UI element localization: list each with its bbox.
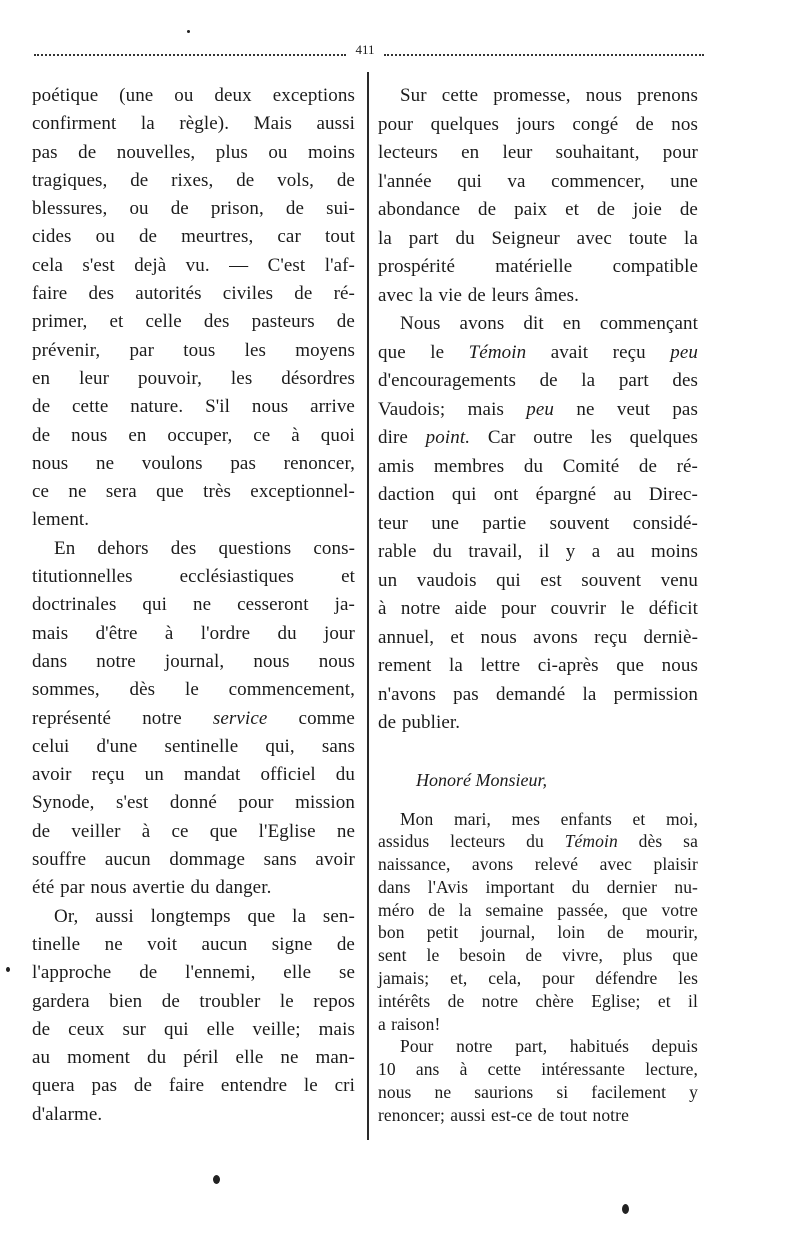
text-line: à notre aide pour couvrir le déficit [378, 598, 698, 619]
text-line: de nous en occuper, ce à quoi [32, 424, 355, 446]
paragraph [378, 1035, 698, 1126]
letter-salutation: Honoré Monsieur, [416, 769, 547, 790]
text-line: d'encouragements de la part des [378, 370, 698, 391]
left-column [32, 82, 355, 1129]
text-line: pas de nouvelles, plus ou moins [32, 141, 355, 163]
text-line: Nous avons dit en commençant [400, 313, 698, 334]
text-line: bon petit journal, loin de mourir, [378, 922, 698, 943]
text-line: ce ne sera que très exceptionnel- [32, 481, 355, 503]
text-line: jamais; et, cela, pour défendre les [378, 968, 698, 989]
text-line: cides ou de meurtres, car tout [32, 226, 355, 248]
text-line: avec la vie de leurs âmes. [378, 284, 579, 306]
text-line: lement. [32, 509, 90, 531]
text-line: daction qui ont épargné au Direc- [378, 484, 698, 505]
text-line: primer, et celle des pasteurs de [32, 311, 355, 333]
text-line: dans l'Avis important du dernier nu- [378, 876, 698, 897]
text-line: confirment la règle). Mais aussi [32, 113, 355, 135]
paragraph [378, 82, 698, 310]
ink-speck [622, 1204, 629, 1214]
text-line: tragiques, de rixes, de vols, de [32, 169, 355, 191]
text-line: Synode, s'est donné pour mission [32, 792, 355, 814]
text-line: mais d'être à l'ordre du jour [32, 622, 355, 644]
text-line: doctrinales qui ne cesseront ja- [32, 594, 355, 616]
text-line: naissance, avons relevé avec plaisir [378, 854, 698, 875]
text-line: Mon mari, mes enfants et moi, [400, 808, 698, 829]
spacer [378, 794, 698, 808]
text-line: renoncer; aussi est-ce de tout notre [378, 1104, 629, 1125]
text-line: l'année qui va commencer, une [378, 170, 698, 192]
paragraph [32, 903, 355, 1129]
text-line: annuel, et nous avons reçu derniè- [378, 626, 698, 648]
text-line: représenté notre service comme [32, 707, 355, 729]
text-line: l'approche de l'ennemi, elle se [32, 962, 355, 984]
text-line: a raison! [378, 1013, 441, 1034]
text-line: méro de la semaine passée, que votre [378, 899, 698, 920]
text-line: au moment du péril elle ne man- [32, 1047, 355, 1069]
text-line: quera pas de faire entendre le cri [32, 1075, 355, 1097]
quoted-letter [378, 766, 698, 1127]
text-line: en leur pouvoir, les désordres [32, 367, 355, 389]
text-line: la part du Seigneur avec toute la [378, 227, 698, 249]
right-column [378, 82, 698, 1127]
text-line: titutionnelles ecclésiastiques et [32, 566, 355, 588]
text-line: Vaudois; mais peu ne veut pas [378, 398, 698, 420]
text-line: sent le besoin de vivre, plus que [378, 945, 698, 966]
text-line: souffre aucun dommage sans avoir [32, 849, 355, 871]
paragraph [378, 808, 698, 1036]
paragraph [32, 535, 355, 903]
text-line: été par nous avertie du danger. [32, 877, 272, 899]
column-divider [367, 72, 369, 1140]
text-line: 10 ans à cette intéressante lecture, [378, 1059, 698, 1080]
text-line: n'avons pas demandé la permission [378, 683, 698, 705]
spacer [378, 738, 698, 766]
text-line: avoir reçu un mandat officiel du [32, 764, 355, 786]
text-line: pour quelques jours congé de nos [378, 113, 698, 135]
ink-speck [187, 30, 190, 33]
text-line: Sur cette promesse, nous prenons [400, 85, 698, 106]
page-number: 411 [355, 42, 375, 57]
text-line: Or, aussi longtemps que la sen- [54, 905, 355, 927]
text-line: En dehors des questions cons- [54, 537, 355, 559]
text-line: rement la lettre ci-après que nous [378, 655, 698, 676]
text-line: d'alarme. [32, 1103, 103, 1125]
text-line: celui d'une sentinelle qui, sans [32, 735, 355, 757]
paragraph [378, 310, 698, 738]
text-line: rable du travail, il y a au moins [378, 541, 698, 562]
text-line: blessures, ou de prison, de sui- [32, 198, 355, 220]
text-line: cela s'est dejà vu. — C'est l'af- [32, 254, 355, 276]
text-line: assidus lecteurs du Témoin dès sa [378, 831, 698, 852]
text-line: prévenir, par tous les moyens [32, 339, 355, 361]
text-line: abondance de paix et de joie de [378, 199, 698, 220]
text-line: Pour notre part, habitués depuis [400, 1036, 698, 1057]
paragraph [32, 82, 355, 535]
ink-speck [213, 1175, 220, 1184]
text-line: poétique (une ou deux exceptions [32, 85, 355, 106]
text-line: nous ne saurions si facilement y [378, 1082, 698, 1103]
text-line: dans notre journal, nous nous [32, 650, 355, 672]
ink-speck [6, 967, 10, 972]
text-line: gardera bien de troubler le repos [32, 990, 355, 1012]
text-line: dire point. Car outre les quelques [378, 427, 698, 448]
text-line: nous ne voulons pas renoncer, [32, 452, 355, 474]
text-line: prospérité matérielle compatible [378, 256, 698, 277]
header-rule-left [34, 54, 346, 56]
text-line: que le Témoin avait reçu peu [378, 341, 698, 363]
text-line: lecteurs en leur souhaitant, pour [378, 142, 698, 163]
text-line: teur une partie souvent considé- [378, 512, 698, 534]
text-line: de ceux sur qui elle veille; mais [32, 1018, 355, 1040]
text-line: de veiller à ce que l'Eglise ne [32, 820, 355, 842]
text-line: amis membres du Comité de ré- [378, 455, 698, 477]
text-line: un vaudois qui est souvent venu [378, 569, 698, 591]
header-rule-right [384, 54, 704, 56]
page-header [34, 42, 704, 62]
text-line: faire des autorités civiles de ré- [32, 283, 355, 305]
text-line: intérêts de notre chère Eglise; et il [378, 990, 698, 1011]
text-line: sommes, dès le commencement, [32, 679, 355, 701]
text-line: de cette nature. S'il nous arrive [32, 396, 355, 418]
text-line: tinelle ne voit aucun signe de [32, 933, 355, 955]
text-line: de publier. [378, 712, 461, 733]
